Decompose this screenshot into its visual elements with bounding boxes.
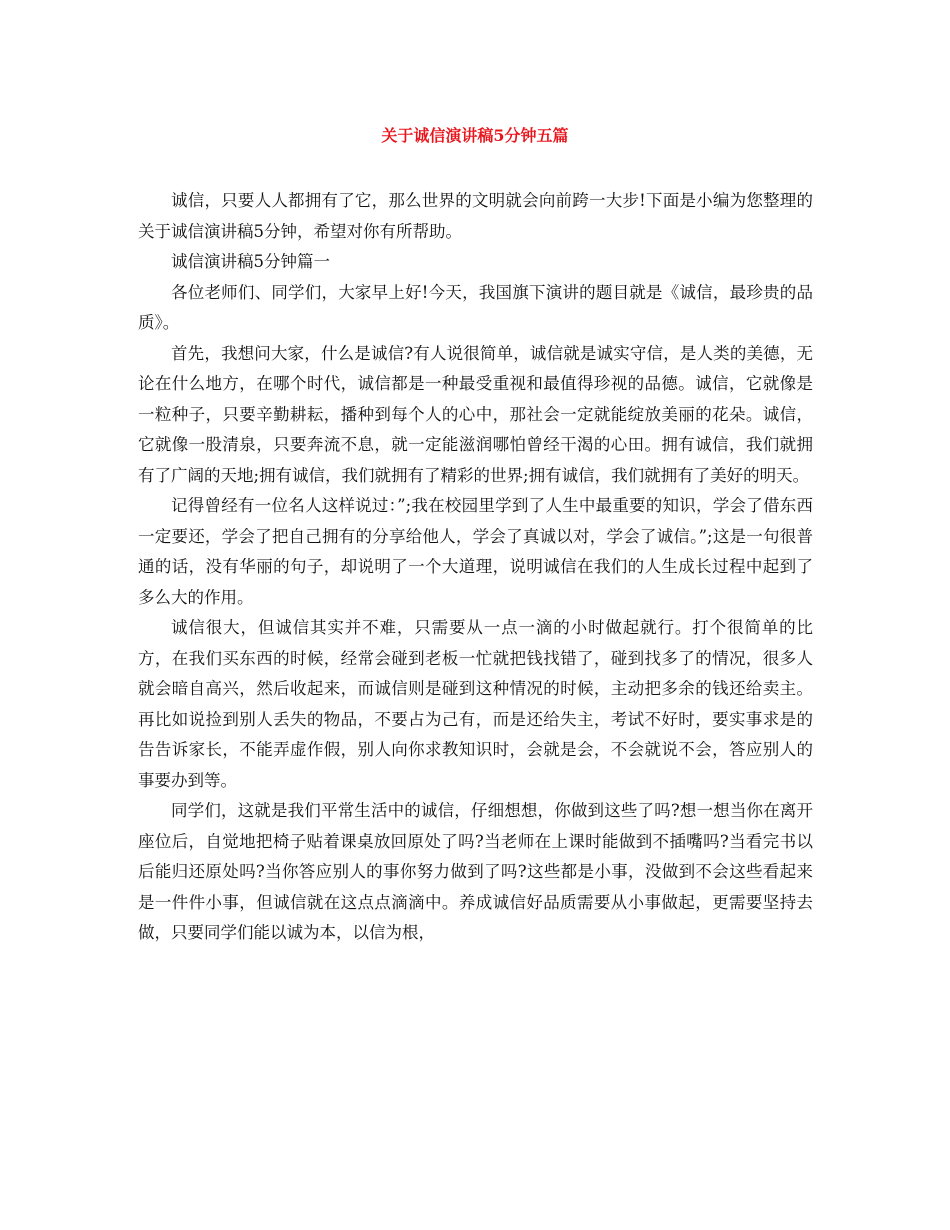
section-heading: 诚信演讲稿5分钟篇一 — [171, 252, 330, 271]
paragraph: 同学们，这就是我们平常生活中的诚信，仔细想想，你做到这些了吗?想一想当你在离开座位后，自觉地把椅子贴着课桌放回原处了吗?当老师在上课时能做到不插嘴吗?当看完书以后能归还原处吗?当你答应别人的事你努力做到了吗?这些都是小事，没做到不会这些看起来是一件件小事，但诚信就在这点点滴滴中。养成诚信好品质需要从小事做起，更需要坚持去做，只要同学们能以诚为本，以信为根， — [138, 801, 813, 942]
page-title: 关于诚信演讲稿5分钟五篇 — [381, 126, 569, 145]
paragraph: 记得曾经有一位名人这样说过：”;我在校园里学到了人生中最重要的知识，学会了借东西一定要还，学会了把自己拥有的分享给他人，学会了真诚以对，学会了诚信。”;这是一句很普通的话，没有华丽的句子，却说明了一个大道理，说明诚信在我们的人生成长过程中起到了多么大的作用。 — [138, 496, 813, 607]
document-body — [138, 186, 813, 949]
paragraph: 诚信很大，但诚信其实并不难，只需要从一点一滴的小时做起就行。打个很简单的比方，在我们买东西的时候，经常会碰到老板一忙就把钱找错了，碰到找多了的情况，很多人就会暗自高兴，然后收起来，而诚信则是碰到这种情况的时候，主动把多余的钱还给卖主。再比如说捡到别人丢失的物品，不要占为己有，而是还给失主，考试不好时，要实事求是的告告诉家长，不能弄虚作假，别人向你求教知识时，会就是会，不会就说不会，答应别人的事要办到等。 — [138, 618, 813, 790]
paragraph: 各位老师们、同学们，大家早上好!今天，我国旗下演讲的题目就是《诚信，最珍贵的品质》。 — [138, 282, 813, 332]
paragraph: 首先，我想问大家，什么是诚信?有人说很简单，诚信就是诚实守信，是人类的美德，无论在什么地方，在哪个时代，诚信都是一种最受重视和最值得珍视的品德。诚信，它就像是一粒种子，只要辛勤耕耘，播种到每个人的心中，那社会一定就能绽放美丽的花朵。诚信，它就像一股清泉，只要奔流不息，就一定能滋润哪怕曾经干渴的心田。拥有诚信，我们就拥有了广阔的天地;拥有诚信，我们就拥有了精彩的世界;拥有诚信，我们就拥有了美好的明天。 — [138, 343, 813, 485]
paragraph-intro: 诚信，只要人人都拥有了它，那么世界的文明就会向前跨一大步!下面是小编为您整理的关于诚信演讲稿5分钟，希望对你有所帮助。 — [138, 191, 813, 241]
